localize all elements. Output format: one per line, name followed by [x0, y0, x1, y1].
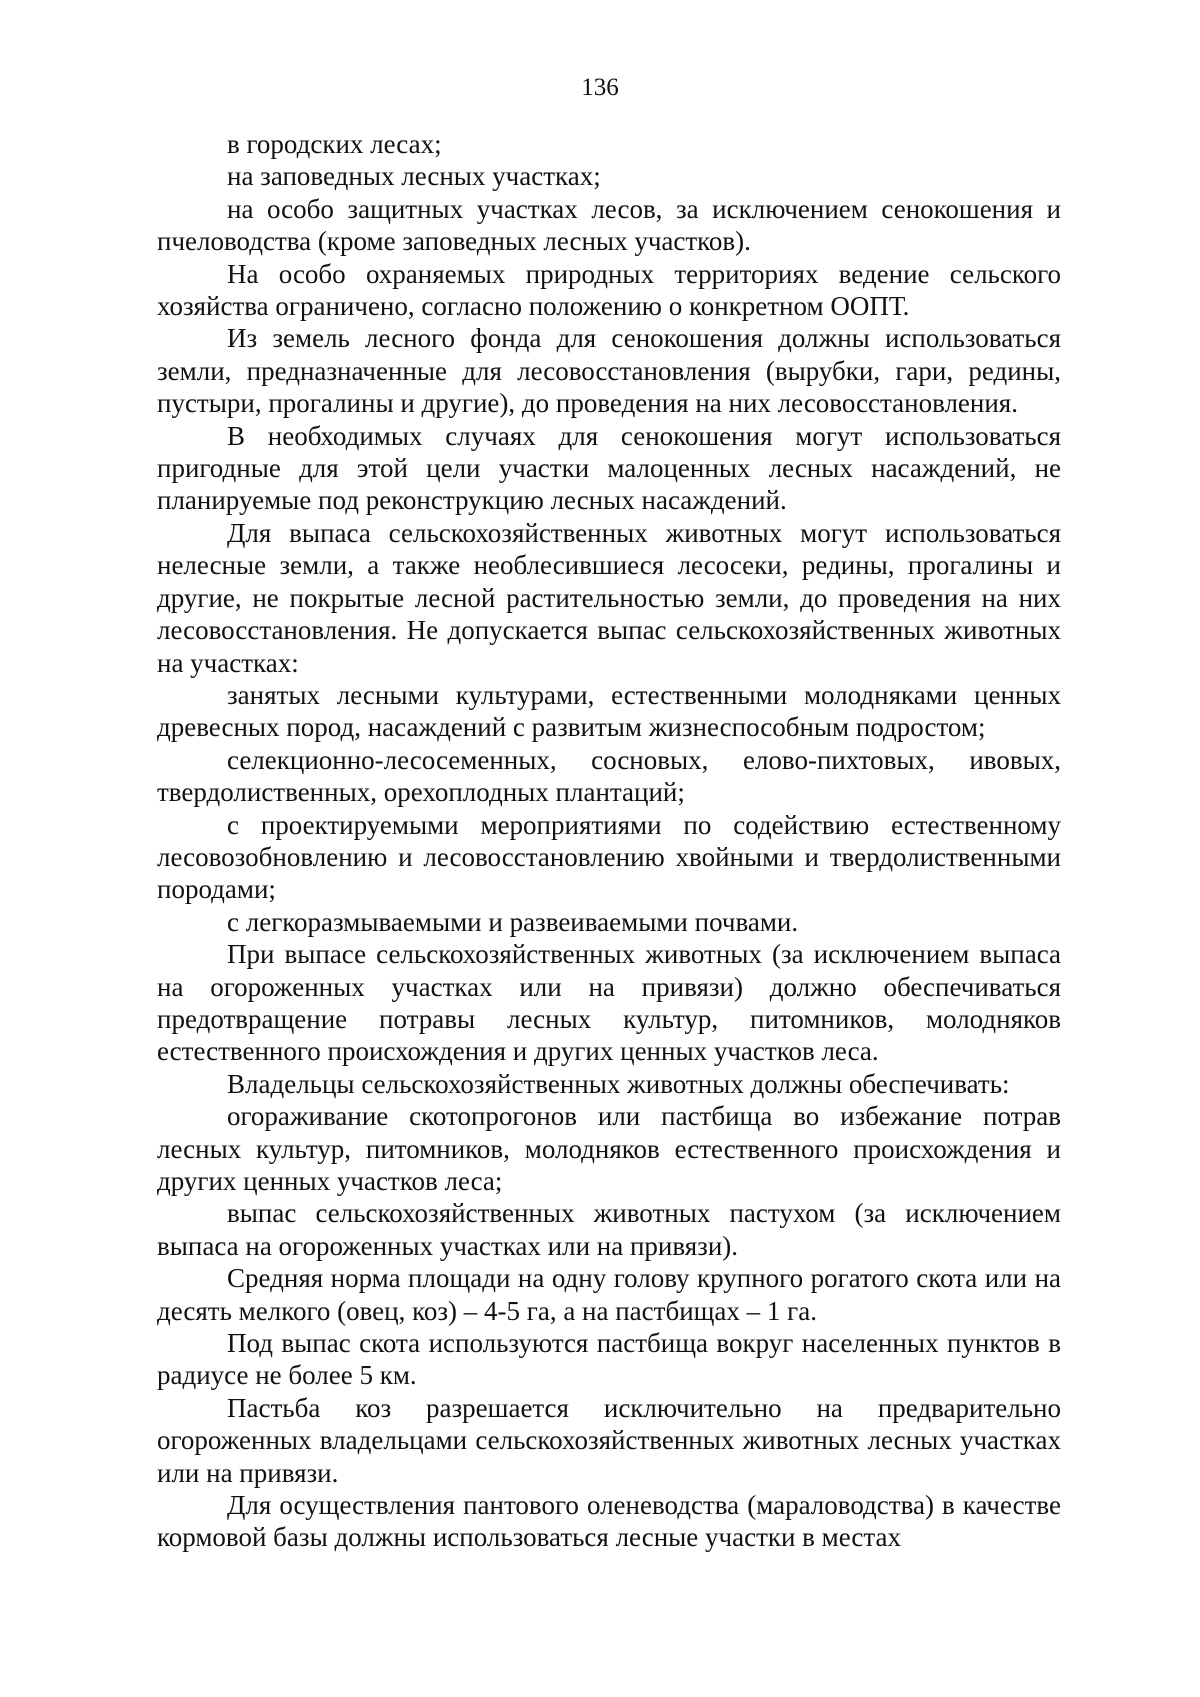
paragraph: занятых лесными культурами, естественными молодняками ценных древесных пород, насаждений с развитым жизнеспособным подростом; — [157, 679, 1061, 743]
paragraph: выпас сельскохозяйственных животных пастухом (за исключением выпаса на огороженных участках или на привязи). — [157, 1198, 1061, 1261]
paragraph: на заповедных лесных участках; — [227, 161, 601, 192]
paragraph: Владельцы сельскохозяйственных животных должны обеспечивать: — [227, 1068, 1010, 1099]
body-text — [157, 128, 1061, 1554]
paragraph: селекционно-лесосеменных, сосновых, елово-пихтовых, ивовых, твердолиственных, орехоплодных плантаций; — [157, 744, 1061, 808]
paragraph: с проектируемыми мероприятиями по содействию естественному лесовозобновлению и лесовосстановлению хвойными и твердолиственными породами; — [157, 809, 1061, 905]
paragraph: На особо охраняемых природных территориях ведение сельского хозяйства ограничено, согласно положению о конкретном ООПТ. — [157, 258, 1061, 322]
paragraph: Пастьба коз разрешается исключительно на предварительно огороженных владельцами сельскохозяйственных животных лесных участках или на привязи. — [157, 1392, 1061, 1488]
page-number: 136 — [581, 74, 619, 101]
paragraph: с легкоразмываемыми и развеиваемыми почвами. — [227, 906, 799, 937]
paragraph: Для осуществления пантового оленеводства (мараловодства) в качестве кормовой базы должны использоваться лесные участки в местах — [157, 1490, 1061, 1553]
paragraph: Под выпас скота используются пастбища вокруг населенных пунктов в радиусе не более 5 км. — [157, 1328, 1061, 1391]
paragraph: на особо защитных участках лесов, за исключением сенокошения и пчеловодства (кроме заповедных лесных участков). — [157, 193, 1061, 257]
paragraph: При выпасе сельскохозяйственных животных (за исключением выпаса на огороженных участках или на привязи) должно обеспечиваться предотвращение потравы лесных культур, питомников, молодняков естественного происхождения и других ценных участков леса. — [157, 939, 1061, 1067]
paragraph: В необходимых случаях для сенокошения могут использоваться пригодные для этой цели участки малоценных лесных насаждений, не планируемые под реконструкцию лесных насаждений. — [157, 420, 1061, 516]
paragraph: Из земель лесного фонда для сенокошения должны использоваться земли, предназначенные для лесовосстановления (вырубки, гари, редины, пустыри, прогалины и другие), до проведения на них лесовосстановления. — [157, 323, 1061, 419]
paragraph: Средняя норма площади на одну голову крупного рогатого скота или на десять мелкого (овец, коз) – 4-5 га, а на пастбищах – 1 га. — [157, 1263, 1061, 1326]
paragraph: огораживание скотопрогонов или пастбища во избежание потрав лесных культур, питомников, молодняков естественного происхождения и других ценных участков леса; — [157, 1101, 1061, 1196]
paragraph: в городских лесах; — [227, 129, 442, 159]
paragraph: Для выпаса сельскохозяйственных животных могут использоваться нелесные земли, а также необлесившиеся лесосеки, редины, прогалины и другие, не покрытые лесной растительностью земли, до проведения на них лесовосстановления. Не допускается выпас сельскохозяйственных животных на участках: — [157, 517, 1061, 678]
